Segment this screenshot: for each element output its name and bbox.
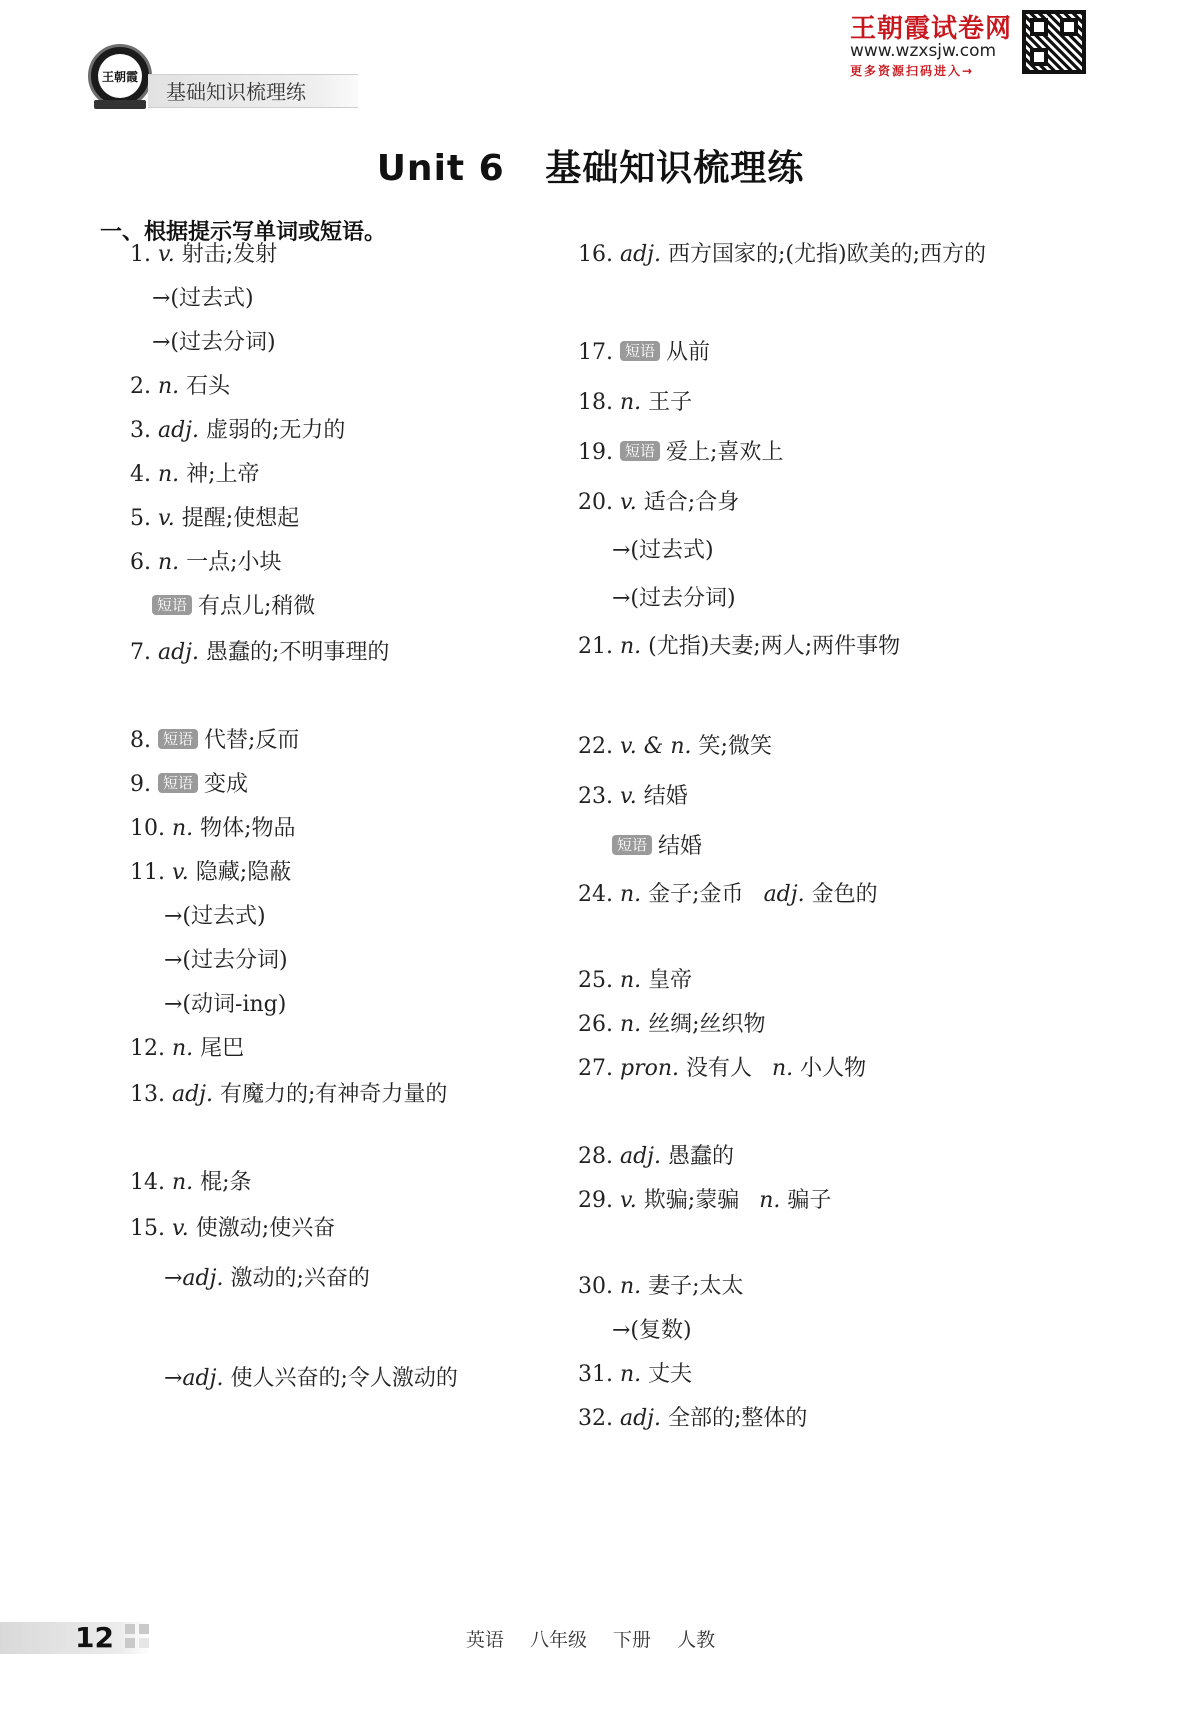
phrase-badge: 短语	[158, 773, 198, 793]
list-item	[164, 900, 266, 936]
item-prompt	[130, 502, 299, 536]
item-prompt	[612, 1314, 692, 1348]
item-prompt	[578, 964, 692, 998]
phrase-badge: 短语	[158, 729, 198, 749]
list-item	[130, 856, 292, 892]
item-number: 8.	[130, 728, 158, 753]
item-definition: →(过去式)	[612, 538, 714, 563]
brand-logo	[88, 44, 152, 108]
list-item	[130, 1078, 448, 1114]
list-item	[578, 436, 784, 472]
item-prompt	[130, 546, 282, 580]
list-item	[130, 1166, 252, 1202]
part-of-speech: adj.	[157, 418, 206, 443]
item-number: 4.	[130, 462, 158, 487]
item-definition: 适合;合身	[643, 490, 740, 515]
list-item	[612, 1314, 692, 1350]
item-definition: 一点;小块	[186, 550, 282, 575]
item-prompt	[152, 282, 254, 316]
item-prompt	[578, 1008, 766, 1042]
item-definition: 神;上帝	[186, 462, 260, 487]
part-of-speech: n.	[619, 882, 649, 907]
part-of-speech: n.	[157, 374, 187, 399]
item-number: 29.	[578, 1188, 620, 1213]
item-prompt	[578, 780, 688, 814]
footer-subject: 英语	[465, 1629, 504, 1651]
item-prompt	[130, 768, 248, 802]
item-number: 30.	[578, 1274, 620, 1299]
item-number: 19.	[578, 440, 620, 465]
list-item	[130, 636, 390, 672]
item-definition: 激动的;兴奋的	[230, 1266, 370, 1291]
page-number: 12	[75, 1621, 114, 1654]
list-item	[578, 878, 878, 914]
qr-code-icon	[1022, 10, 1086, 74]
item-number: 12.	[130, 1036, 172, 1061]
part-of-speech: v.	[157, 242, 182, 267]
item-definition: 物体;物品	[200, 816, 296, 841]
item-number: 31.	[578, 1362, 620, 1387]
item-prompt	[578, 1402, 807, 1436]
list-item	[578, 1140, 735, 1176]
item-prompt	[578, 730, 772, 764]
item-definition: 棍;条	[200, 1170, 252, 1195]
item-definition: 变成	[204, 772, 249, 797]
item-definition: 虚弱的;无力的	[206, 418, 346, 443]
brand-name[interactable]: 王朝霞试卷网	[850, 14, 1013, 44]
item-definition: 提醒;使想起	[181, 506, 300, 531]
item-definition: 丝绸;丝织物	[648, 1012, 766, 1037]
item-prompt	[578, 1270, 744, 1304]
brand-url[interactable]: www.wzxsjw.com	[850, 41, 997, 61]
item-number: 10.	[130, 816, 172, 841]
item-definition: 结婚	[643, 784, 688, 809]
part-of-speech: v.	[157, 506, 182, 531]
phrase-badge: 短语	[620, 441, 660, 461]
list-item	[130, 502, 300, 538]
item-number: 13.	[130, 1082, 172, 1107]
part-of-speech: →adj.	[164, 1266, 231, 1291]
item-number: 2.	[130, 374, 158, 399]
item-definition: 爱上;喜欢上	[666, 440, 784, 465]
item-prompt	[130, 1166, 252, 1200]
item-number: 20.	[578, 490, 620, 515]
part-of-speech: adj.	[619, 1144, 668, 1169]
list-item	[164, 1262, 370, 1298]
list-item	[130, 458, 260, 494]
part-of-speech: n.	[157, 462, 187, 487]
item-number: 18.	[578, 390, 620, 415]
item-definition: →(动词-ing)	[164, 992, 287, 1017]
item-prompt	[152, 326, 276, 360]
part-of-speech: n.	[157, 550, 187, 575]
header-brand[interactable]	[850, 8, 1100, 80]
list-item	[130, 812, 296, 848]
part-of-speech: n.	[619, 1362, 649, 1387]
item-number: 5.	[130, 506, 158, 531]
list-item	[130, 724, 300, 760]
part-of-speech: n.	[759, 1188, 788, 1213]
item-prompt	[578, 486, 739, 520]
list-item	[130, 1032, 245, 1068]
part-of-speech: adj.	[619, 1406, 668, 1431]
item-prompt	[130, 856, 291, 890]
item-number: 1.	[130, 242, 158, 267]
part-of-speech: v.	[619, 1188, 644, 1213]
item-definition: →(过去分词)	[152, 330, 276, 355]
part-of-speech: n.	[619, 1012, 649, 1037]
footer-grade: 八年级	[529, 1629, 587, 1651]
phrase-badge: 短语	[620, 341, 660, 361]
item-prompt	[130, 812, 296, 846]
list-item	[578, 486, 740, 522]
item-prompt	[130, 370, 230, 404]
list-item	[130, 370, 231, 406]
item-definition: →(过去分词)	[164, 948, 288, 973]
item-number: 3.	[130, 418, 158, 443]
item-definition: 使激动;使兴奋	[195, 1216, 336, 1241]
list-item	[152, 590, 316, 626]
part-of-speech: adj.	[763, 882, 812, 907]
footer-info	[0, 1625, 1181, 1652]
list-item	[578, 336, 711, 372]
item-definition: (尤指)夫妻;两人;两件事物	[648, 634, 901, 659]
footer-volume: 下册	[613, 1629, 652, 1651]
item-definition: →(复数)	[612, 1318, 692, 1343]
logo-seal-text: 王朝霞	[98, 54, 142, 98]
item-prompt	[612, 582, 736, 616]
item-prompt	[578, 1358, 692, 1392]
item-number: 17.	[578, 340, 620, 365]
item-prompt	[130, 1078, 447, 1112]
item-prompt	[578, 238, 986, 272]
part-of-speech: pron.	[619, 1056, 686, 1081]
part-of-speech: n.	[772, 1056, 801, 1081]
item-definition: 尾巴	[200, 1036, 245, 1061]
item-definition: 金色的	[811, 882, 878, 907]
item-definition: 没有人	[685, 1056, 752, 1081]
part-of-speech: v. & n.	[619, 734, 699, 759]
item-definition: 欺骗;蒙骗	[643, 1188, 740, 1213]
item-definition: →(过去式)	[164, 904, 266, 929]
item-definition: 射击;发射	[181, 242, 278, 267]
item-prompt	[130, 636, 389, 670]
section-tab: 基础知识梳理练	[148, 74, 358, 108]
part-of-speech: n.	[619, 1274, 649, 1299]
item-definition: →(过去分词)	[612, 586, 736, 611]
list-item	[578, 630, 901, 666]
list-item	[152, 326, 276, 362]
list-item	[578, 964, 693, 1000]
list-item	[612, 534, 714, 570]
item-number: 32.	[578, 1406, 620, 1431]
item-number: 9.	[130, 772, 158, 797]
part-of-speech: adj.	[171, 1082, 220, 1107]
item-number: 15.	[130, 1216, 172, 1241]
list-item	[578, 1402, 808, 1438]
item-number: 23.	[578, 784, 620, 809]
item-prompt	[130, 724, 299, 758]
item-definition: 隐藏;隐蔽	[195, 860, 292, 885]
item-number: 26.	[578, 1012, 620, 1037]
item-definition: 使人兴奋的;令人激动的	[230, 1366, 458, 1391]
item-definition: →(过去式)	[152, 286, 254, 311]
list-item	[152, 282, 254, 318]
item-number: 7.	[130, 640, 158, 665]
item-prompt	[578, 436, 783, 470]
item-definition: 妻子;太太	[648, 1274, 744, 1299]
item-prompt	[130, 1032, 244, 1066]
item-definition: 愚蠢的;不明事理的	[206, 640, 390, 665]
item-prompt	[578, 1184, 831, 1218]
part-of-speech: v.	[619, 784, 644, 809]
item-prompt	[612, 830, 702, 864]
item-number: 6.	[130, 550, 158, 575]
item-definition: 西方国家的;(尤指)欧美的;西方的	[668, 242, 986, 267]
list-item	[578, 386, 693, 422]
item-definition: 全部的;整体的	[668, 1406, 808, 1431]
list-item	[130, 414, 346, 450]
item-definition: 小人物	[800, 1056, 867, 1081]
item-number: 25.	[578, 968, 620, 993]
list-item	[164, 988, 287, 1024]
item-definition: 结婚	[658, 834, 703, 859]
item-definition: 愚蠢的	[668, 1144, 735, 1169]
item-definition: 有点儿;稍微	[198, 594, 316, 619]
item-prompt	[578, 630, 900, 664]
list-item	[578, 1052, 867, 1088]
item-prompt	[164, 1362, 458, 1396]
part-of-speech: v.	[171, 1216, 196, 1241]
item-number: 14.	[130, 1170, 172, 1195]
item-definition: 丈夫	[648, 1362, 693, 1387]
item-number: 21.	[578, 634, 620, 659]
part-of-speech: adj.	[619, 242, 668, 267]
item-definition: 笑;微笑	[698, 734, 772, 759]
item-definition: 代替;反而	[204, 728, 300, 753]
item-prompt	[612, 534, 714, 568]
list-item	[164, 1362, 458, 1398]
item-definition: 皇帝	[648, 968, 693, 993]
list-item	[578, 238, 986, 274]
header-left	[88, 44, 358, 124]
part-of-speech: n.	[171, 816, 201, 841]
phrase-badge: 短语	[152, 595, 192, 615]
item-prompt	[578, 1140, 734, 1174]
list-item	[578, 1270, 744, 1306]
item-number: 24.	[578, 882, 620, 907]
item-prompt	[164, 988, 286, 1022]
item-prompt	[164, 944, 288, 978]
item-definition: 石头	[186, 374, 231, 399]
part-of-speech: n.	[619, 634, 649, 659]
item-prompt	[578, 336, 710, 370]
list-item	[164, 944, 288, 980]
list-item	[578, 730, 772, 766]
list-item	[612, 582, 736, 618]
item-definition: 骗子	[787, 1188, 832, 1213]
part-of-speech: n.	[619, 390, 649, 415]
item-prompt	[578, 1052, 866, 1086]
list-item	[578, 1358, 693, 1394]
list-item	[130, 238, 278, 274]
item-prompt	[130, 414, 345, 448]
item-prompt	[164, 1262, 370, 1296]
list-item	[578, 1184, 832, 1220]
part-of-speech: v.	[619, 490, 644, 515]
section-heading: 一、根据提示写单词或短语。	[100, 220, 387, 245]
list-item	[612, 830, 703, 866]
list-item	[130, 1212, 336, 1248]
item-prompt	[578, 386, 692, 420]
item-definition: 王子	[648, 390, 693, 415]
list-item	[578, 1008, 766, 1044]
item-number: 28.	[578, 1144, 620, 1169]
item-definition: 从前	[666, 340, 711, 365]
item-prompt	[152, 590, 315, 624]
part-of-speech: adj.	[157, 640, 206, 665]
item-definition: 金子;金币	[648, 882, 744, 907]
list-item	[130, 768, 249, 804]
item-prompt	[130, 238, 277, 272]
item-number: 16.	[578, 242, 620, 267]
logo-ribbon	[94, 100, 146, 109]
item-prompt	[578, 878, 878, 912]
part-of-speech: n.	[619, 968, 649, 993]
part-of-speech: v.	[171, 860, 196, 885]
item-definition: 有魔力的;有神奇力量的	[220, 1082, 448, 1107]
page-title: Unit 6 基础知识梳理练	[376, 148, 805, 189]
item-number: 22.	[578, 734, 620, 759]
item-number: 11.	[130, 860, 172, 885]
brand-tagline: 更多资源扫码进入→	[850, 64, 975, 78]
list-item	[578, 780, 688, 816]
part-of-speech: →adj.	[164, 1366, 231, 1391]
item-number: 27.	[578, 1056, 620, 1081]
list-item	[130, 546, 282, 582]
item-prompt	[164, 900, 266, 934]
footer-edition: 人教	[677, 1629, 716, 1651]
item-prompt	[130, 1212, 335, 1246]
part-of-speech: n.	[171, 1170, 201, 1195]
part-of-speech: n.	[171, 1036, 201, 1061]
item-prompt	[130, 458, 260, 492]
phrase-badge: 短语	[612, 835, 652, 855]
